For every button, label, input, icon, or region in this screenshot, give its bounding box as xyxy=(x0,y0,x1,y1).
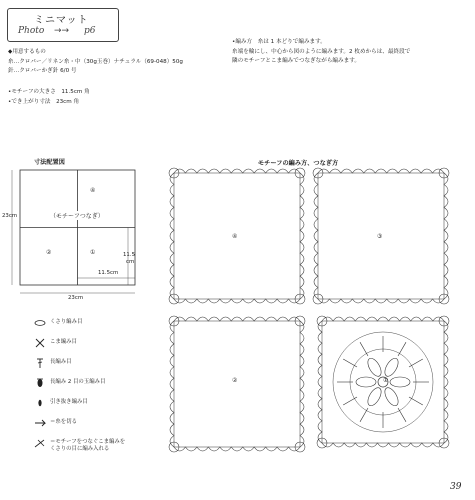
chain-loop-edge xyxy=(174,299,300,303)
motif-size: モチーフの大きさ 11.5cm 角 xyxy=(11,89,90,95)
chain-stitch-icon xyxy=(34,318,48,328)
chain-loop-edge xyxy=(318,169,444,173)
materials-hook: 針…クロバーかぎ針 6/0 号 xyxy=(8,68,77,74)
bullet-icon: • xyxy=(232,39,236,45)
legend-item xyxy=(34,378,184,398)
photo-page: p6 xyxy=(84,26,96,36)
stitch-spoke xyxy=(409,359,423,367)
layout-motif-height-unit: cm xyxy=(126,259,135,265)
legend-label: くさり編み目 xyxy=(50,319,83,325)
bullet-icon: • xyxy=(8,98,12,105)
legend-item xyxy=(34,338,184,358)
stitch-spoke xyxy=(398,408,406,422)
petal xyxy=(365,356,384,378)
layout-width-label: 23cm xyxy=(68,295,84,301)
chain-loop-edge xyxy=(300,173,304,299)
chain-loop-edge xyxy=(170,173,174,299)
layout-height-label: 23cm xyxy=(2,213,18,219)
notes-line-2: 糸端を輪にし、中心から図のように編みます。2 枚めからは、最終段で xyxy=(232,48,411,55)
materials-heading: 用意するもの xyxy=(12,49,46,55)
chain-loop-edge xyxy=(174,317,300,321)
legend xyxy=(34,318,184,458)
photo-label: Photo xyxy=(18,26,45,36)
stitch-spoke xyxy=(398,342,406,356)
layout-motif-height-num: 11.5 xyxy=(123,252,136,258)
legend-label: 長編み目 xyxy=(50,359,72,365)
materials-block xyxy=(8,48,183,77)
title-box xyxy=(7,8,119,42)
petal xyxy=(382,356,401,378)
chain-loop-edge xyxy=(444,173,448,299)
cluster-icon xyxy=(34,378,48,388)
layout-motif-width: 11.5cm xyxy=(98,270,119,276)
stitch-spoke xyxy=(360,408,368,422)
chain-loop-edge xyxy=(322,317,444,321)
chain-loop-edge xyxy=(174,447,300,451)
page-number: 39 xyxy=(450,482,462,492)
join-sc-icon xyxy=(34,438,48,448)
chain-loop-edge xyxy=(318,299,444,303)
pattern-title: ミニマット xyxy=(34,15,89,26)
chain-loop-edge xyxy=(314,173,318,299)
finished-size: でき上がり寸法 23cm 角 xyxy=(11,98,80,105)
petal xyxy=(356,377,376,387)
chain-loop-edge xyxy=(318,321,322,443)
legend-label: ＝モチーフをつなぐこま編みを くさりの目に編み入れる xyxy=(50,439,126,452)
specs-block xyxy=(8,88,90,107)
chain-loop-edge xyxy=(444,321,448,443)
diamond-icon: ◆ xyxy=(8,49,13,55)
chain-loop-edge xyxy=(174,169,300,173)
petal xyxy=(365,386,384,408)
bullet-icon: • xyxy=(8,89,12,95)
double-crochet-icon xyxy=(34,358,48,368)
chain-loop-edge xyxy=(322,443,444,447)
layout-cell-2: ② xyxy=(46,249,52,256)
petal xyxy=(390,377,410,387)
stitch-spoke xyxy=(360,342,368,356)
layout-center-label: （モチーフつなぎ） xyxy=(50,213,104,220)
legend-item xyxy=(34,438,184,458)
single-crochet-icon xyxy=(34,338,48,348)
chain-loop-edge xyxy=(300,321,304,447)
legend-item xyxy=(34,418,184,438)
legend-label: こま編み目 xyxy=(50,339,77,345)
legend-item xyxy=(34,358,184,378)
legend-label: 引き抜き編み目 xyxy=(50,399,88,405)
stitch-spoke xyxy=(343,397,357,405)
notes-block xyxy=(232,38,410,67)
stitch-spoke xyxy=(343,359,357,367)
chart-motif-1: ① xyxy=(383,377,389,384)
notes-line-3: 隣のモチーフとこま編みでつなぎながら編みます。 xyxy=(232,58,360,64)
layout-diagram xyxy=(0,160,150,310)
slip-stitch-icon xyxy=(34,398,48,408)
crochet-chart xyxy=(160,165,460,485)
arrow-icon: →→ xyxy=(54,26,70,36)
cut-yarn-icon xyxy=(34,418,48,428)
legend-item xyxy=(34,318,184,338)
stitch-spoke xyxy=(409,397,423,405)
chart-motif-4: ④ xyxy=(232,233,238,240)
layout-diagram-title: 寸法配置図 xyxy=(34,159,65,166)
notes-line-1: 編み方 糸は 1 本どりで編みます。 xyxy=(235,39,326,45)
legend-item xyxy=(34,398,184,418)
layout-cell-4: ④ xyxy=(90,187,96,194)
crochet-chart-title: モチーフの編み方、つなぎ方 xyxy=(258,160,339,167)
chart-motif-2: ② xyxy=(232,377,238,384)
legend-label: ＝糸を切る xyxy=(50,419,77,425)
motif-outline xyxy=(174,321,300,447)
materials-yarn: 糸…クロバー／リネン糸・中（30g玉巻）ナチュラル（69-048）50g xyxy=(8,58,183,65)
chart-motif-3: ③ xyxy=(377,233,383,240)
layout-cell-1: ① xyxy=(90,249,96,256)
legend-label: 長編み 2 目の玉編み目 xyxy=(50,379,106,385)
petal xyxy=(382,386,401,408)
